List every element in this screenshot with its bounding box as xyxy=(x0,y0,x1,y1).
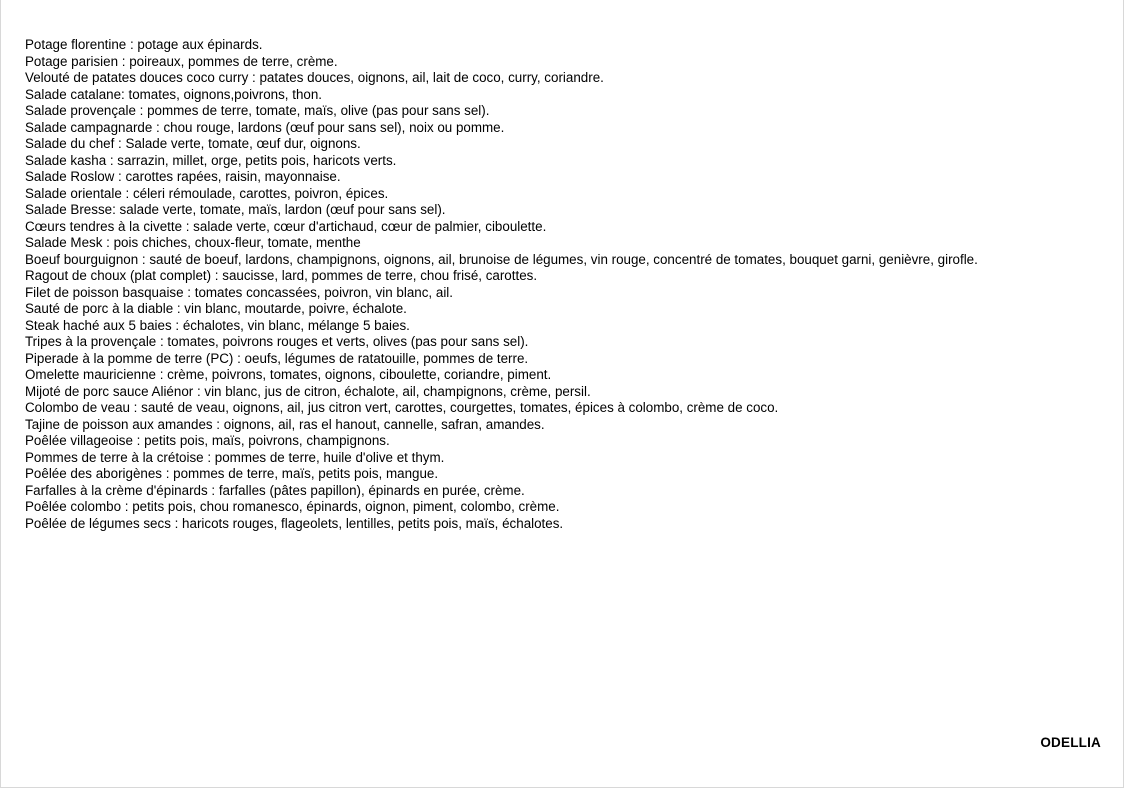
recipe-line: Steak haché aux 5 baies : échalotes, vin blanc, mélange 5 baies. xyxy=(25,317,410,333)
recipe-line: Velouté de patates douces coco curry : patates douces, oignons, ail, lait de coco, curry, coriandre. xyxy=(25,70,604,85)
recipe-line: Salade orientale : céleri rémoulade, carottes, poivron, épices. xyxy=(25,185,389,201)
recipe-line: Potage florentine : potage aux épinards. xyxy=(25,37,263,52)
recipe-line: Filet de poisson basquaise : tomates concassées, poivron, vin blanc, ail. xyxy=(25,284,453,300)
recipe-line: Salade Roslow : carottes rapées, raisin, mayonnaise. xyxy=(25,169,341,184)
recipe-line: Sauté de porc à la diable : vin blanc, moutarde, poivre, échalote. xyxy=(25,301,407,316)
recipe-line: Omelette mauricienne : crème, poivrons, tomates, oignons, ciboulette, coriandre, piment. xyxy=(25,367,552,382)
recipe-line: Tajine de poisson aux amandes : oignons, ail, ras el hanout, cannelle, safran, amandes. xyxy=(25,416,545,432)
recipe-line: Farfalles à la crème d'épinards : farfalles (pâtes papillon), épinards en purée, crème. xyxy=(25,482,525,498)
recipe-line: Salade catalane: tomates, oignons,poivrons, thon. xyxy=(25,86,323,102)
recipe-line: Mijoté de porc sauce Aliénor : vin blanc, jus de citron, échalote, ail, champignons, crème, persil. xyxy=(25,383,591,399)
recipe-line: Poêlée des aborigènes : pommes de terre, maïs, petits pois, mangue. xyxy=(25,466,439,481)
recipe-line: Salade provençale : pommes de terre, tomate, maïs, olive (pas pour sans sel). xyxy=(25,103,490,118)
recipe-line: Tripes à la provençale : tomates, poivrons rouges et verts, olives (pas pour sans sel). xyxy=(25,334,529,349)
footer-brand: ODELLIA xyxy=(1040,735,1101,750)
recipe-line: Salade kasha : sarrazin, millet, orge, petits pois, haricots verts. xyxy=(25,152,397,168)
recipe-line: Salade campagnarde : chou rouge, lardons (œuf pour sans sel), noix ou pomme. xyxy=(25,119,505,135)
recipe-line: Salade du chef : Salade verte, tomate, œuf dur, oignons. xyxy=(25,136,361,151)
recipe-line: Ragout de choux (plat complet) : saucisse, lard, pommes de terre, chou frisé, carottes. xyxy=(25,268,538,283)
recipe-line: Potage parisien : poireaux, pommes de terre, crème. xyxy=(25,53,338,69)
recipe-line: Salade Mesk : pois chiches, choux-fleur, tomate, menthe xyxy=(25,235,361,250)
recipe-line: Colombo de veau : sauté de veau, oignons, ail, jus citron vert, carottes, courgettes, tomates, épices à colombo, crème de coco. xyxy=(25,400,779,415)
recipe-line: Salade Bresse: salade verte, tomate, maïs, lardon (œuf pour sans sel). xyxy=(25,202,446,217)
recipe-line: Piperade à la pomme de terre (PC) : oeufs, légumes de ratatouille, pommes de terre. xyxy=(25,350,529,366)
recipe-line: Cœurs tendres à la civette : salade verte, cœur d'artichaud, cœur de palmier, ciboulette. xyxy=(25,218,547,234)
recipe-list xyxy=(25,37,1110,532)
recipe-line: Poêlée colombo : petits pois, chou romanesco, épinards, oignon, piment, colombo, crème. xyxy=(25,499,560,514)
recipe-line: Boeuf bourguignon : sauté de boeuf, lardons, champignons, oignons, ail, brunoise de légumes, vin rouge, concentré de tomates, bouquet garni, genièvre, girofle. xyxy=(25,251,978,267)
recipe-line: Poêlée de légumes secs : haricots rouges, flageolets, lentilles, petits pois, maïs, échalotes. xyxy=(25,515,564,531)
recipe-line: Poêlée villageoise : petits pois, maïs, poivrons, champignons. xyxy=(25,433,390,448)
recipe-line: Pommes de terre à la crétoise : pommes de terre, huile d'olive et thym. xyxy=(25,449,445,465)
